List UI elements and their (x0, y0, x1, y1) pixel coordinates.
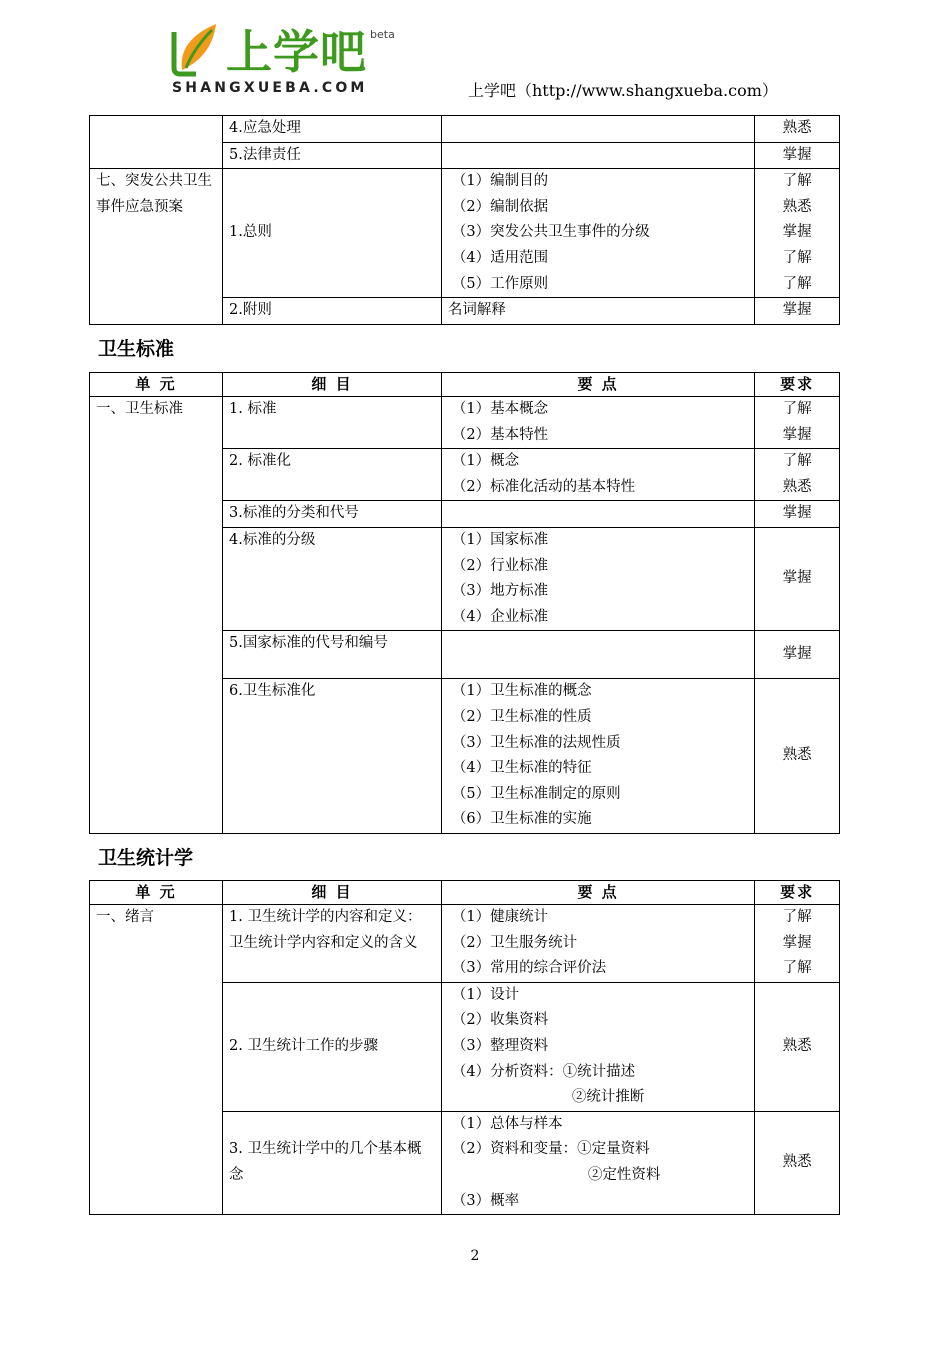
point: （4）分析资料：①统计描述 (451, 1063, 636, 1080)
table-row (90, 397, 840, 449)
health-standards-table (89, 372, 840, 834)
point-continuation: ②定性资料 (587, 1166, 661, 1183)
column-header: 要 点 (441, 373, 754, 397)
point: （2）标准化活动的基本特性 (451, 478, 636, 495)
section-title-health-standards: 卫生标准 (98, 338, 175, 360)
unit-cell (90, 116, 223, 169)
unit-cell: 七、突发公共卫生事件应急预案 (90, 169, 223, 325)
requirement: 了解 (782, 275, 812, 292)
requirement: 熟悉 (755, 679, 840, 834)
point: （2）行业标准 (451, 557, 549, 574)
sub-item: 2. 卫生统计工作的步骤 (223, 982, 442, 1111)
sub-item: 2.附则 (223, 298, 442, 325)
points-cell (441, 169, 754, 298)
point: （1）健康统计 (451, 909, 549, 925)
table-header-row (90, 373, 840, 397)
column-header: 要求 (755, 373, 840, 397)
health-statistics-table (89, 880, 840, 1215)
unit-cell: 一、卫生标准 (90, 397, 223, 834)
point: （4）卫生标准的特征 (451, 760, 592, 777)
sub-item: 2. 标准化 (223, 449, 442, 501)
requirement: 掌握 (755, 501, 840, 528)
requirement: 熟悉 (755, 116, 840, 143)
requirement: 熟悉 (755, 1111, 840, 1214)
points-cell (441, 449, 754, 501)
sub-item: 1. 标准 (223, 397, 442, 449)
points-cell (441, 142, 754, 169)
point: （1）设计 (451, 986, 520, 1003)
requirement: 了解 (782, 960, 812, 977)
point: （1）概念 (451, 453, 520, 470)
point: （1）基本概念 (451, 401, 549, 417)
requirement: 掌握 (755, 142, 840, 169)
table-row (90, 116, 840, 143)
points-cell (441, 116, 754, 143)
requirement-cell (755, 169, 840, 298)
point: （6）卫生标准的实施 (451, 811, 592, 828)
page-number: 2 (470, 1248, 480, 1264)
requirement: 了解 (782, 909, 812, 925)
requirement: 掌握 (755, 527, 840, 630)
requirement-cell (755, 905, 840, 983)
point: （2）收集资料 (451, 1012, 549, 1029)
sub-item: 1.总则 (223, 169, 442, 298)
point: （2）资料和变量：①定量资料 (451, 1141, 650, 1158)
requirement: 了解 (782, 453, 812, 470)
point: （4）企业标准 (451, 608, 549, 625)
requirement: 了解 (782, 173, 812, 190)
requirement: 熟悉 (782, 478, 812, 495)
points-cell (441, 1111, 754, 1214)
point: （1）编制目的 (451, 173, 549, 190)
logo-english-text: SHANGXUEBA.COM (172, 80, 368, 96)
sub-item: 6.卫生标准化 (223, 679, 442, 834)
sub-item: 3.标准的分类和代号 (223, 501, 442, 528)
table-header-row (90, 881, 840, 905)
column-header: 细 目 (223, 881, 442, 905)
logo-chinese-text: 上学吧 (226, 25, 367, 79)
requirement: 掌握 (755, 298, 840, 325)
point: （2）卫生标准的性质 (451, 708, 592, 725)
sub-item: 5.国家标准的代号和编号 (223, 631, 442, 679)
sub-item: 1. 卫生统计学的内容和定义：卫生统计学内容和定义的含义 (223, 905, 442, 983)
points-cell (441, 527, 754, 630)
requirement: 了解 (782, 401, 812, 417)
points-cell (441, 631, 754, 679)
points-cell (441, 679, 754, 834)
point: （3）概率 (451, 1192, 520, 1209)
sub-item: 5.法律责任 (223, 142, 442, 169)
column-header: 单 元 (90, 881, 223, 905)
points-cell (441, 501, 754, 528)
point: （1）总体与样本 (451, 1115, 563, 1132)
site-logo[interactable] (168, 18, 428, 100)
points-cell (441, 905, 754, 983)
point: （5）卫生标准制定的原则 (451, 785, 621, 802)
column-header: 要求 (755, 881, 840, 905)
table-row (90, 905, 840, 983)
point: （3）突发公共卫生事件的分级 (451, 224, 650, 241)
points-cell: 名词解释 (441, 298, 754, 325)
column-header: 细 目 (223, 373, 442, 397)
requirement: 掌握 (782, 224, 812, 241)
point: （3）整理资料 (451, 1037, 549, 1054)
point-continuation: ②统计推断 (571, 1089, 645, 1106)
logo-beta-tag: beta (370, 28, 395, 41)
point: （3）卫生标准的法规性质 (451, 734, 621, 751)
requirement: 掌握 (782, 934, 812, 951)
page-header (0, 0, 950, 110)
section-title-health-statistics: 卫生统计学 (98, 847, 194, 869)
table-row (90, 169, 840, 298)
points-cell (441, 982, 754, 1111)
sub-item: 4.应急处理 (223, 116, 442, 143)
point: （4）适用范围 (451, 249, 549, 266)
requirement: 掌握 (755, 631, 840, 679)
leaf-logo-icon (168, 18, 226, 80)
point: （3）常用的综合评价法 (451, 960, 607, 977)
requirement-cell (755, 397, 840, 449)
requirement-cell (755, 449, 840, 501)
point: （5）工作原则 (451, 275, 549, 292)
points-cell (441, 397, 754, 449)
column-header: 要 点 (441, 881, 754, 905)
column-header: 单 元 (90, 373, 223, 397)
unit-cell: 一、绪言 (90, 905, 223, 1215)
point: （2）基本特性 (451, 426, 549, 443)
requirement: 掌握 (782, 426, 812, 443)
point: （2）编制依据 (451, 198, 549, 215)
point: （1）国家标准 (451, 531, 549, 548)
sub-item: 3. 卫生统计学中的几个基本概念 (223, 1111, 442, 1214)
emergency-plan-table (89, 115, 840, 325)
sub-item: 4.标准的分级 (223, 527, 442, 630)
requirement: 熟悉 (782, 198, 812, 215)
requirement: 熟悉 (755, 982, 840, 1111)
point: （1）卫生标准的概念 (451, 683, 592, 700)
point: （2）卫生服务统计 (451, 934, 578, 951)
point: （3）地方标准 (451, 583, 549, 600)
requirement: 了解 (782, 249, 812, 266)
site-url[interactable]: 上学吧（http://www.shangxueba.com） (468, 81, 778, 100)
